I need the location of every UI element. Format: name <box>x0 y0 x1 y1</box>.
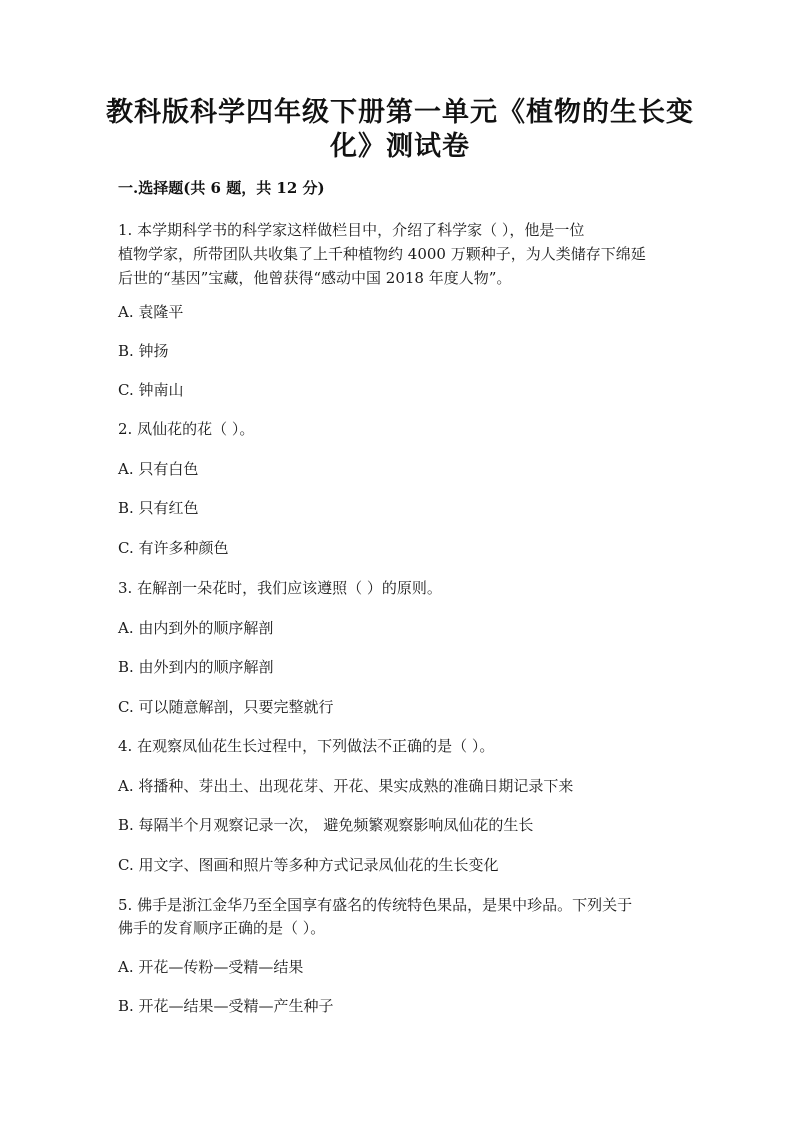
question-4-option-a[interactable]: A. 将播种、芽出土、出现花芽、开花、果实成熟的准确日期记录下来 <box>118 777 574 795</box>
page-title-line-1: 教科版科学四年级下册第一单元《植物的生长变 <box>106 97 694 128</box>
question-3-stem: 3. 在解剖一朵花时，我们应该遵照（ ）的原则。 <box>118 579 442 597</box>
question-3-option-b[interactable]: B. 由外到内的顺序解剖 <box>118 658 274 676</box>
question-4-stem: 4. 在观察凤仙花生长过程中，下列做法不正确的是（ ）。 <box>118 737 495 755</box>
question-1-stem-line-1: 1. 本学期科学书的科学家这样做栏目中，介绍了科学家（ ），他是一位 <box>118 221 585 239</box>
question-3-option-c[interactable]: C. 可以随意解剖，只要完整就行 <box>118 698 334 716</box>
question-1-option-b[interactable]: B. 钟扬 <box>118 342 169 360</box>
question-1-stem-line-3: 后世的“基因”宝藏，他曾获得“感动中国 2018 年度人物”。 <box>118 269 512 287</box>
question-1-stem-line-2: 植物学家，所带团队共收集了上千种植物约 4000 万颗种子，为人类储存下绵延 <box>118 245 646 263</box>
page-title-line-2: 化》测试卷 <box>330 131 470 162</box>
question-5-option-b[interactable]: B. 开花—结果—受精—产生种子 <box>118 997 334 1015</box>
question-3-option-a[interactable]: A. 由内到外的顺序解剖 <box>118 619 274 637</box>
question-4-option-b[interactable]: B. 每隔半个月观察记录一次， 避免频繁观察影响凤仙花的生长 <box>118 816 534 834</box>
question-2-option-a[interactable]: A. 只有白色 <box>118 460 199 478</box>
question-5-stem-line-1: 5. 佛手是浙江金华乃至全国享有盛名的传统特色果品，是果中珍品。下列关于 <box>118 896 633 914</box>
question-4-option-c[interactable]: C. 用文字、图画和照片等多种方式记录凤仙花的生长变化 <box>118 856 499 874</box>
question-2-option-b[interactable]: B. 只有红色 <box>118 499 199 517</box>
question-1-option-c[interactable]: C. 钟南山 <box>118 381 184 399</box>
question-2-stem: 2. 凤仙花的花（ ）。 <box>118 420 255 438</box>
question-2-option-c[interactable]: C. 有许多种颜色 <box>118 539 229 557</box>
question-5-option-a[interactable]: A. 开花—传粉—受精—结果 <box>118 958 304 976</box>
section-heading: 一.选择题(共 6 题，共 12 分) <box>118 179 325 197</box>
question-5-stem-line-2: 佛手的发育顺序正确的是（ ）。 <box>118 919 326 937</box>
question-1-option-a[interactable]: A. 袁隆平 <box>118 303 184 321</box>
